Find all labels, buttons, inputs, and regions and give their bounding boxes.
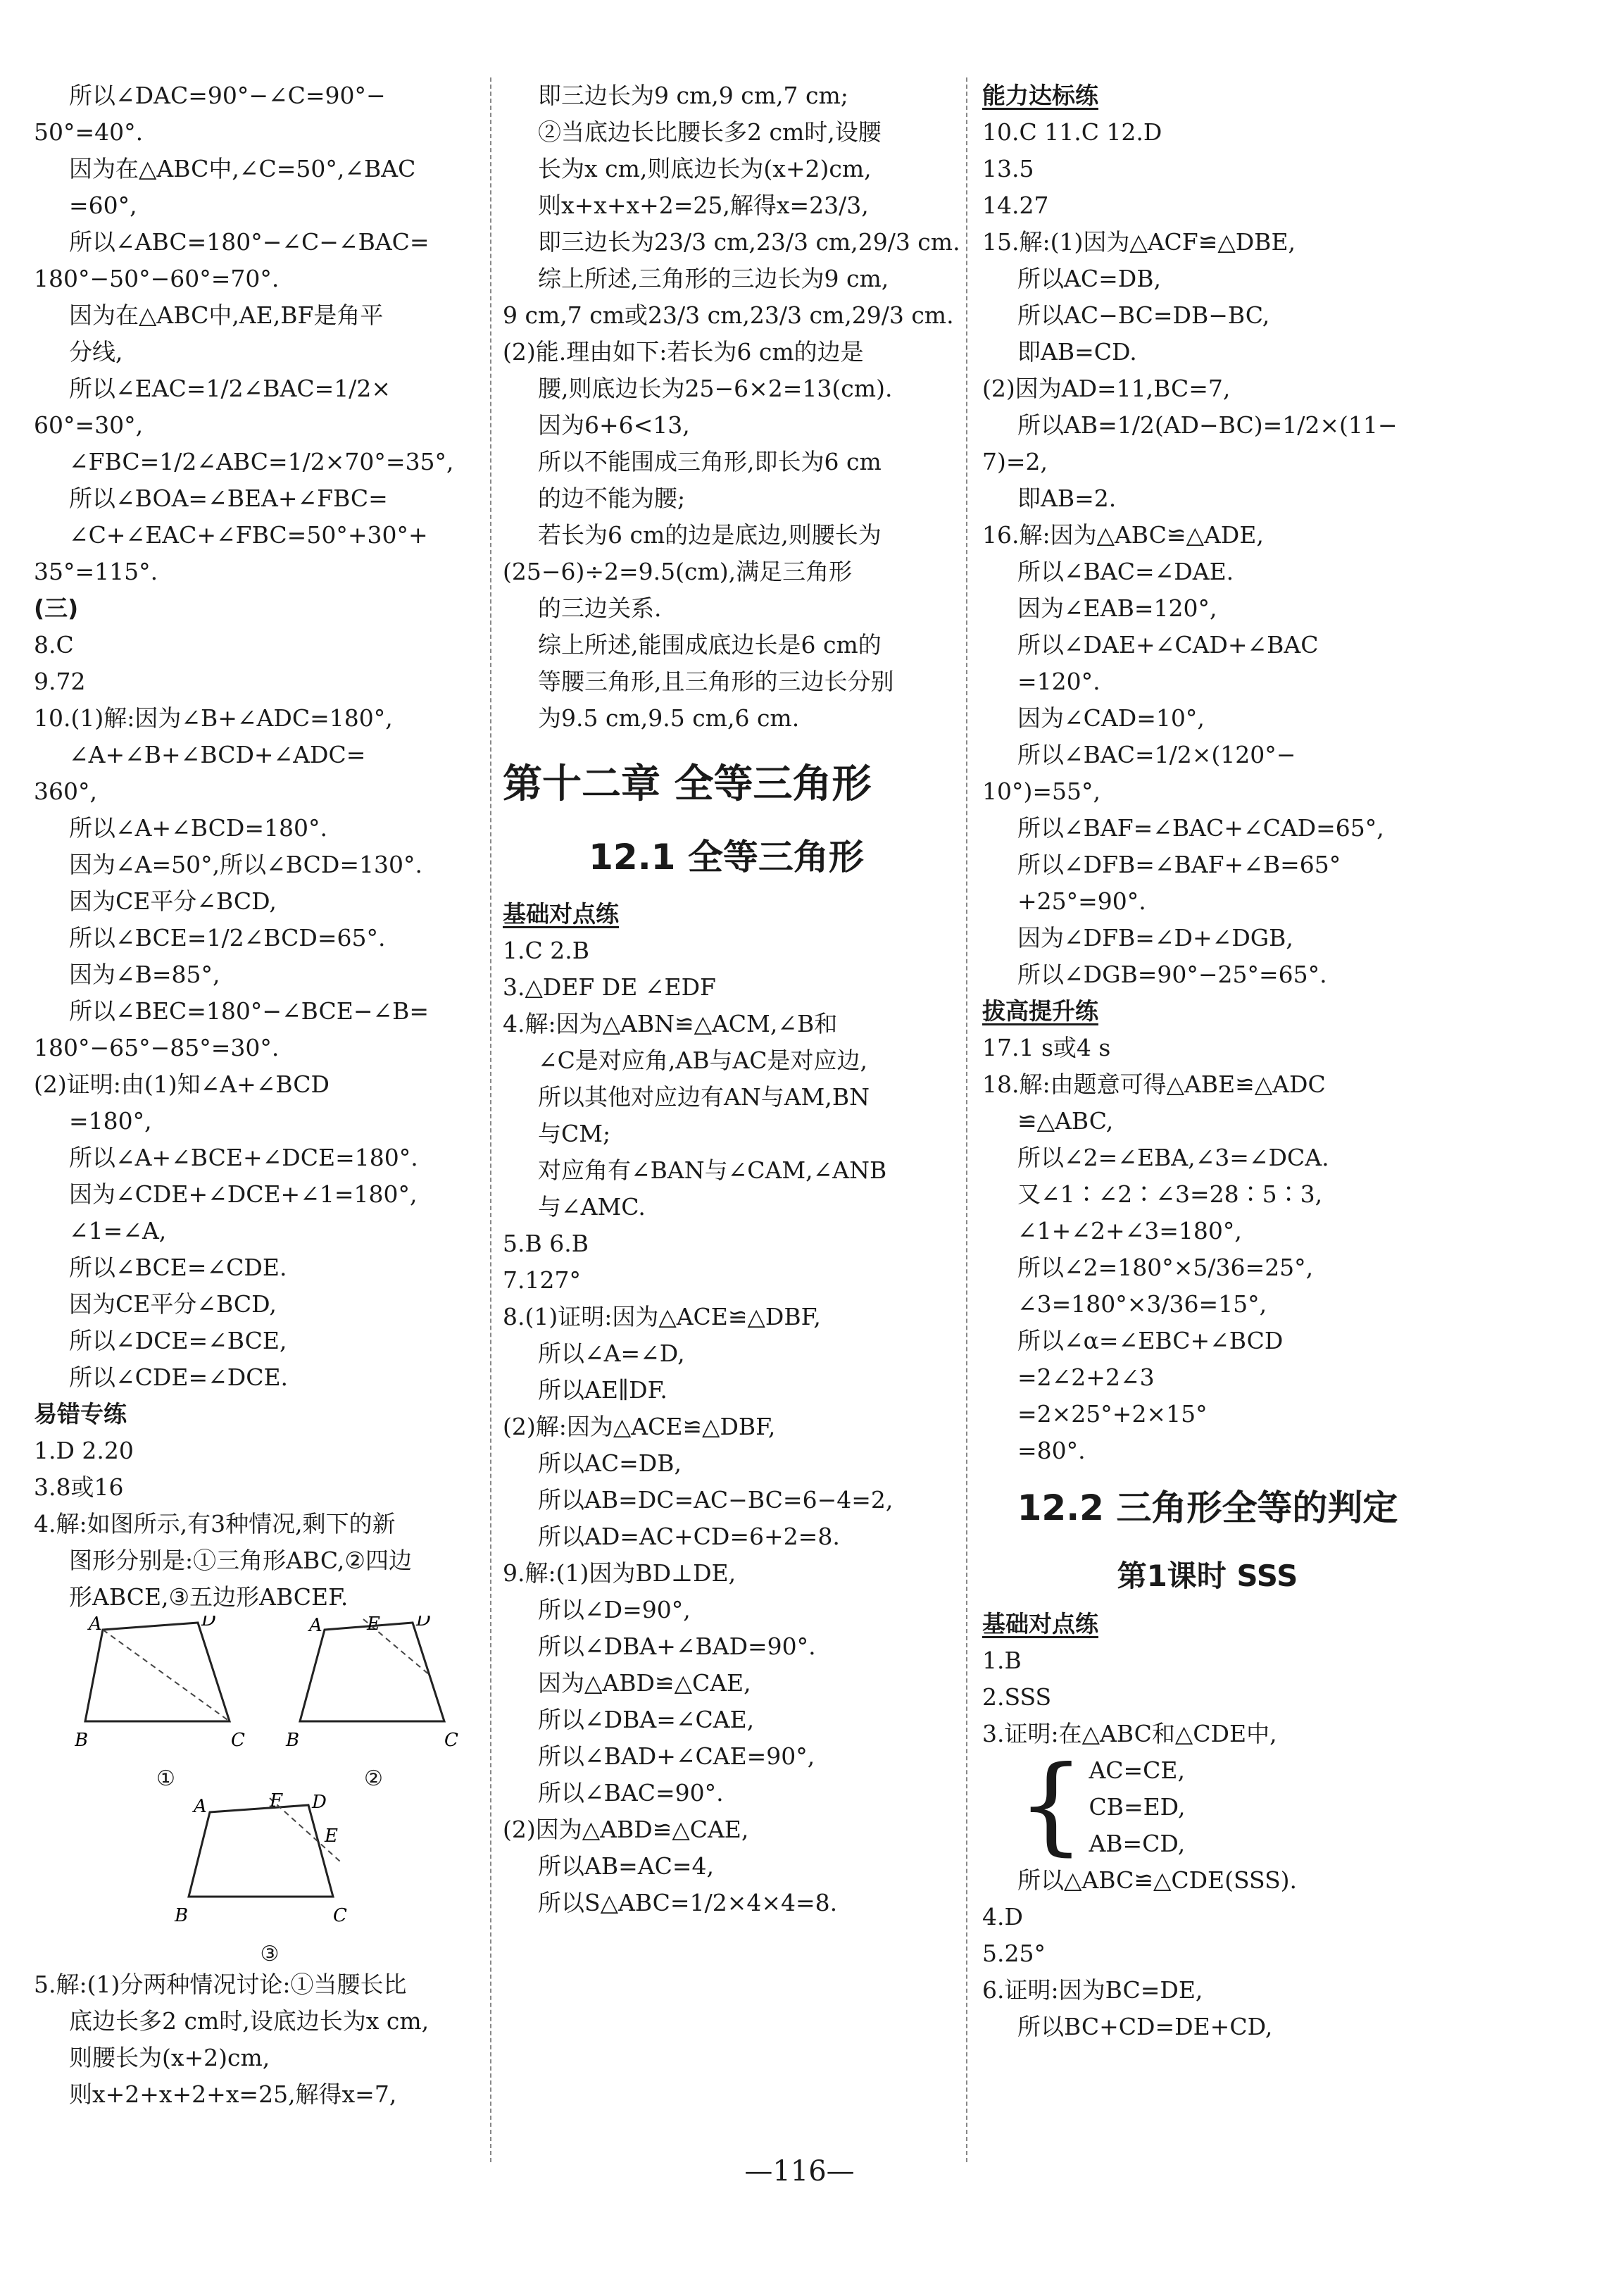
svg-text:C: C [230, 1730, 245, 1751]
text-line: 因为△ABD≌△CAE, [538, 1669, 751, 1697]
text-line: =120°. [1017, 668, 1101, 695]
figure-2-caption: ② [364, 1766, 383, 1791]
brace-line: CB=ED, [1089, 1793, 1186, 1821]
svg-text:A: A [308, 1616, 322, 1636]
text-line: 所以∠EAC=1/2∠BAC=1/2× [69, 375, 391, 402]
text-line: 所以不能围成三角形,即长为6 cm [538, 448, 882, 475]
text-line: 综上所述,三角形的三边长为9 cm, [538, 265, 889, 292]
text-line: 所以AE∥DF. [538, 1376, 667, 1404]
text-line: 因为∠DFB=∠D+∠DGB, [1017, 924, 1293, 952]
text-line: 因为6+6<13, [538, 411, 690, 439]
section-title-12-1: 12.1 全等三角形 [589, 837, 864, 878]
text-line: 5.解:(1)分两种情况讨论:①当腰长比 [34, 1971, 407, 1998]
text-line: ∠1+∠2+∠3=180°, [1017, 1217, 1242, 1244]
col2-lines-b [503, 932, 950, 1921]
svg-text:A: A [88, 1616, 102, 1635]
text-line: ②当底边长比腰长多2 cm时,设腰 [538, 118, 882, 146]
text-line: 的三边关系. [538, 594, 662, 622]
text-line: 1.C 2.B [503, 937, 589, 964]
text-line: 所以△ABC≌△CDE(SSS). [1017, 1866, 1298, 1894]
tigao-heading: 拔高提升练 [982, 997, 1098, 1025]
text-line: 因为在△ABC中,AE,BF是角平 [69, 301, 384, 329]
text-line: 3.证明:在△ABC和△CDE中, [982, 1720, 1277, 1747]
figure-row-2 [34, 1791, 477, 1966]
text-line: 的边不能为腰; [538, 485, 686, 512]
text-line: ∠A+∠B+∠BCD+∠ADC= [69, 741, 366, 768]
text-line: 14.27 [982, 192, 1049, 219]
text-line: =180°, [69, 1107, 152, 1135]
text-line: 与CM; [538, 1120, 611, 1147]
text-line: 长为x cm,则底边长为(x+2)cm, [538, 155, 872, 182]
text-line: 所以∠ABC=180°−∠C−∠BAC= [69, 228, 429, 256]
text-line: 5.25° [982, 1940, 1046, 1967]
text-line: 即三边长为23/3 cm,23/3 cm,29/3 cm. [538, 228, 960, 256]
text-line: (2)能.理由如下:若长为6 cm的边是 [503, 338, 864, 366]
text-line: 即AB=2. [1017, 485, 1117, 512]
text-line: ∠C+∠EAC+∠FBC=50°+30°+ [69, 521, 428, 549]
text-line: 所以∠A=∠D, [538, 1340, 685, 1367]
text-line: =80°. [1017, 1437, 1086, 1464]
text-line: 则腰长为(x+2)cm, [69, 2044, 270, 2071]
text-line: 所以其他对应边有AN与AM,BN [538, 1083, 870, 1111]
text-line: 所以∠BCE=1/2∠BCD=65°. [69, 924, 386, 952]
text-line: 50°=40°. [34, 118, 144, 146]
text-line: ∠1=∠A, [69, 1217, 167, 1244]
text-line: 因为∠B=85°, [69, 961, 220, 988]
text-line: ≌△ABC, [1017, 1107, 1114, 1135]
left-brace-icon: { [1017, 1744, 1085, 1866]
col3-lines-c [982, 1642, 1433, 1752]
text-line: 所以∠D=90°, [538, 1596, 691, 1623]
section-three-label: (三) [34, 594, 79, 622]
text-line: 5.B 6.B [503, 1230, 589, 1257]
col1-lines-c [34, 1433, 477, 1616]
text-line: 所以∠A+∠BCD=180°. [69, 814, 327, 842]
text-line: 所以AB=AC=4, [538, 1852, 714, 1880]
figure-3-caption: ③ [260, 1942, 280, 1966]
text-line: 3.△DEF DE ∠EDF [503, 973, 716, 1001]
text-line: 所以AC=DB, [538, 1449, 682, 1477]
figure-3 [171, 1791, 368, 1966]
nengli-heading: 能力达标练 [982, 82, 1098, 109]
text-line: (2)因为△ABD≌△CAE, [503, 1816, 749, 1843]
text-line: 10.(1)解:因为∠B+∠ADC=180°, [34, 704, 393, 732]
text-line: ∠C是对应角,AB与AC是对应边, [538, 1047, 868, 1074]
svg-text:D: D [415, 1616, 431, 1630]
text-line: 所以∠BEC=180°−∠BCE−∠B= [69, 997, 429, 1025]
text-line: 18.解:由题意可得△ABE≌△ADC [982, 1071, 1326, 1098]
svg-text:D: D [312, 1792, 327, 1813]
text-line: 又∠1∶∠2∶∠3=28∶5∶3, [1017, 1180, 1323, 1208]
condition-brace-group [982, 1744, 1433, 1866]
text-line: 底边长多2 cm时,设底边长为x cm, [69, 2007, 429, 2035]
text-line: 对应角有∠BAN与∠CAM,∠ANB [538, 1156, 887, 1184]
svg-text:A: A [194, 1796, 207, 1817]
text-line: +25°=90°. [1017, 887, 1146, 915]
text-line: (2)因为AD=11,BC=7, [982, 375, 1231, 402]
quadrilateral-diagram-3 [171, 1791, 368, 1939]
svg-text:D: D [201, 1616, 216, 1630]
chapter-title: 第十二章 全等三角形 [503, 761, 872, 807]
text-line: 因为∠EAB=120°, [1017, 594, 1217, 622]
text-line: 8.C [34, 631, 74, 659]
text-line: 图形分别是:①三角形ABC,②四边 [69, 1547, 412, 1574]
text-line: 所以AC−BC=DB−BC, [1017, 301, 1270, 329]
text-line: 6.证明:因为BC=DE, [982, 1976, 1203, 2004]
text-line: 形ABCE,③五边形ABCEF. [69, 1583, 349, 1611]
text-line: =2×25°+2×15° [1017, 1400, 1208, 1428]
quadrilateral-diagram-2 [282, 1616, 465, 1764]
text-line: (2)证明:由(1)知∠A+∠BCD [34, 1071, 330, 1098]
text-line: 为9.5 cm,9.5 cm,6 cm. [538, 704, 800, 732]
text-line: 所以∠BAC=∠DAE. [1017, 558, 1234, 585]
text-line: 10°)=55°, [982, 778, 1101, 805]
text-line: 10.C 11.C 12.D [982, 118, 1162, 146]
text-line: 1.B [982, 1647, 1022, 1674]
svg-text:C: C [333, 1905, 347, 1926]
text-line: 若长为6 cm的边是底边,则腰长为 [538, 521, 882, 549]
text-line: 所以AB=1/2(AD−BC)=1/2×(11− [1017, 411, 1398, 439]
text-line: 15.解:(1)因为△ACF≌△DBE, [982, 228, 1296, 256]
text-line: 因为∠CDE+∠DCE+∠1=180°, [69, 1180, 418, 1208]
svg-text:B: B [175, 1905, 189, 1926]
quadrilateral-diagram-1 [75, 1616, 258, 1764]
text-line: 所以∠2=∠EBA,∠3=∠DCA. [1017, 1144, 1329, 1171]
lesson-title: 第1课时 SSS [1117, 1559, 1298, 1593]
jichu-heading-12-1: 基础对点练 [503, 900, 619, 928]
text-line: 所以∠DAC=90°−∠C=90°− [69, 82, 386, 109]
yicuo-heading: 易错专练 [34, 1400, 127, 1428]
text-line: 所以∠BCE=∠CDE. [69, 1254, 287, 1281]
text-line: ∠FBC=1/2∠ABC=1/2×70°=35°, [69, 448, 454, 475]
col3-lines-b [982, 1030, 1433, 1469]
text-line: 360°, [34, 778, 97, 805]
text-line: 所以S△ABC=1/2×4×4=8. [538, 1889, 838, 1916]
col2-lines-a [503, 77, 960, 737]
section-title-12-2: 12.2 三角形全等的判定 [1017, 1487, 1398, 1528]
text-line: 16.解:因为△ABC≌△ADE, [982, 521, 1264, 549]
text-line: 3.8或16 [34, 1473, 124, 1501]
jichu-heading-12-2: 基础对点练 [982, 1610, 1098, 1637]
column-3 [982, 77, 1433, 2045]
text-line: 180°−50°−60°=70°. [34, 265, 280, 292]
text-line: 即三边长为9 cm,9 cm,7 cm; [538, 82, 848, 109]
text-line: 所以BC+CD=DE+CD, [1017, 2013, 1273, 2040]
text-line: 所以∠DBA=∠CAE, [538, 1706, 755, 1733]
text-line: 综上所述,能围成底边长是6 cm的 [538, 631, 882, 659]
column-1 [34, 77, 477, 2113]
text-line: 所以∠2=180°×5/36=25°, [1017, 1254, 1314, 1281]
text-line: 所以∠DFB=∠BAF+∠B=65° [1017, 851, 1341, 878]
col1-lines-d [34, 1966, 477, 2113]
text-line: =2∠2+2∠3 [1017, 1364, 1155, 1391]
text-line: 所以∠DBA+∠BAD=90°. [538, 1633, 816, 1660]
text-line: 所以∠BAD+∠CAE=90°, [538, 1742, 815, 1770]
text-line: 因为在△ABC中,∠C=50°,∠BAC [69, 155, 416, 182]
text-line: 所以∠α=∠EBC+∠BCD [1017, 1327, 1284, 1354]
text-line: 4.解:因为△ABN≌△ACM,∠B和 [503, 1010, 838, 1037]
text-line: 4.解:如图所示,有3种情况,剩下的新 [34, 1510, 396, 1537]
col1-lines-b [34, 627, 477, 1396]
text-line: 因为CE平分∠BCD, [69, 887, 277, 915]
text-line: 所以AB=DC=AC−BC=6−4=2, [538, 1486, 893, 1514]
text-line: 9.解:(1)因为BD⊥DE, [503, 1559, 736, 1587]
svg-text:E: E [325, 1826, 338, 1847]
svg-text:F: F [270, 1791, 283, 1811]
col3-lines-d [982, 1862, 1433, 2045]
column-2 [503, 77, 960, 1921]
text-line: 9.72 [34, 668, 86, 695]
text-line: 4.D [982, 1903, 1023, 1930]
text-line: 所以∠DGB=90°−25°=65°. [1017, 961, 1327, 988]
text-line: 所以∠A+∠BCE+∠DCE=180°. [69, 1144, 418, 1171]
brace-line: AC=CE, [1089, 1757, 1185, 1784]
text-line: 9 cm,7 cm或23/3 cm,23/3 cm,29/3 cm. [503, 301, 954, 329]
text-line: 7.127° [503, 1266, 581, 1294]
svg-text:B: B [74, 1730, 88, 1751]
text-line: 180°−65°−85°=30°. [34, 1034, 280, 1061]
svg-text:C: C [444, 1730, 458, 1751]
figure-1-caption: ① [156, 1766, 175, 1791]
text-line: 所以AC=DB, [1017, 265, 1161, 292]
text-line: (2)解:因为△ACE≌△DBF, [503, 1413, 776, 1440]
col3-lines-a [982, 114, 1433, 993]
figure-2 [282, 1616, 465, 1791]
text-line: 因为CE平分∠BCD, [69, 1290, 277, 1318]
text-line: 等腰三角形,且三角形的三边长分别 [538, 668, 894, 695]
text-line: 7)=2, [982, 448, 1048, 475]
text-line: ∠3=180°×3/36=15°, [1017, 1290, 1267, 1318]
text-line: 因为∠CAD=10°, [1017, 704, 1205, 732]
text-line: 所以AD=AC+CD=6+2=8. [538, 1523, 840, 1550]
svg-text:E: E [366, 1616, 380, 1635]
text-line: 35°=115°. [34, 558, 158, 585]
text-line: 所以∠BAF=∠BAC+∠CAD=65°, [1017, 814, 1384, 842]
page-number: —116— [744, 2155, 855, 2188]
column-divider-1 [490, 77, 491, 2162]
brace-lines [1089, 1752, 1185, 1862]
text-line: (25−6)÷2=9.5(cm),满足三角形 [503, 558, 853, 585]
text-line: 17.1 s或4 s [982, 1034, 1111, 1061]
brace-line: AB=CD, [1089, 1830, 1186, 1857]
text-line: 与∠AMC. [538, 1193, 646, 1221]
text-line: 所以∠DCE=∠BCE, [69, 1327, 287, 1354]
text-line: 60°=30°, [34, 411, 144, 439]
text-line: 所以∠BOA=∠BEA+∠FBC= [69, 485, 388, 512]
text-line: 13.5 [982, 155, 1034, 182]
text-line: 因为∠A=50°,所以∠BCD=130°. [69, 851, 422, 878]
col1-lines-a [34, 77, 477, 590]
text-line: 即AB=CD. [1017, 338, 1137, 366]
text-line: 2.SSS [982, 1683, 1052, 1711]
text-line: 则x+2+x+2+x=25,解得x=7, [69, 2080, 397, 2108]
svg-text:B: B [285, 1730, 299, 1751]
text-line: 1.D 2.20 [34, 1437, 134, 1464]
text-line: 则x+x+x+2=25,解得x=23/3, [538, 192, 869, 219]
column-divider-2 [966, 77, 967, 2162]
text-line: 所以∠CDE=∠DCE. [69, 1364, 289, 1391]
text-line: 所以∠DAE+∠CAD+∠BAC [1017, 631, 1319, 659]
text-line: =60°, [69, 192, 137, 219]
text-line: 8.(1)证明:因为△ACE≌△DBF, [503, 1303, 821, 1330]
figure-row-1 [34, 1616, 477, 1791]
text-line: 所以∠BAC=90°. [538, 1779, 724, 1807]
text-line: 所以∠BAC=1/2×(120°− [1017, 741, 1296, 768]
figure-1 [75, 1616, 258, 1791]
text-line: 腰,则底边长为25−6×2=13(cm). [538, 375, 893, 402]
text-line: 分线, [69, 338, 123, 366]
